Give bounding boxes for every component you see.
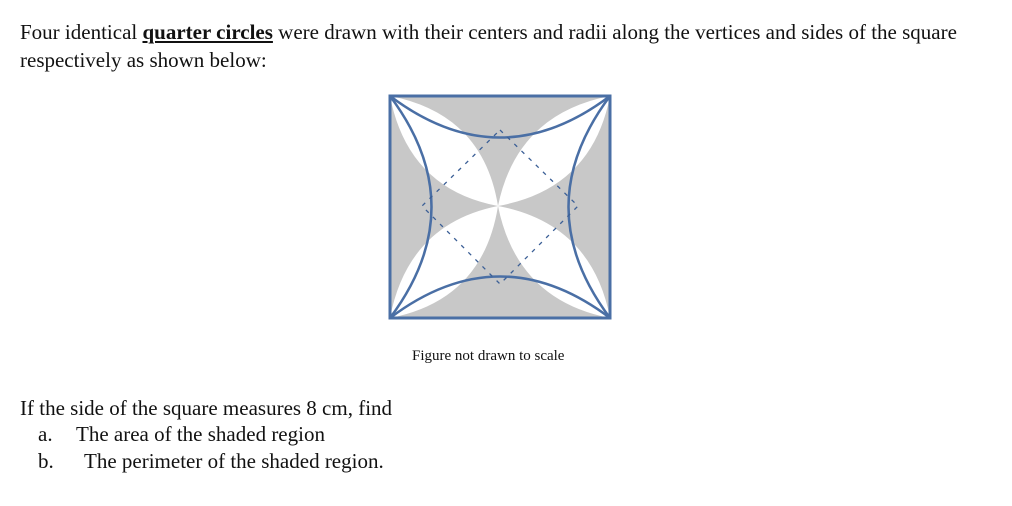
part-a-marker: a. [38, 422, 53, 446]
question-part-a [38, 421, 325, 447]
quarter-circles-figure [388, 94, 612, 320]
figure-caption: Figure not drawn to scale [412, 348, 565, 364]
question-text: If the side of the square measures 8 cm, find [20, 396, 393, 420]
part-a-text: The area of the shaded region [76, 422, 325, 446]
part-b-marker: b. [38, 449, 54, 473]
part-b-text: The perimeter of the shaded region. [84, 449, 384, 473]
intro-text-end: were drawn with their centers and radii along the vertices and sides of the square respectively as shown below: [20, 20, 957, 72]
problem-intro [20, 18, 995, 74]
intro-text-start: Four identical [20, 20, 143, 44]
question-part-b [38, 448, 384, 474]
quarter-circles-term: quarter circles [142, 20, 273, 44]
